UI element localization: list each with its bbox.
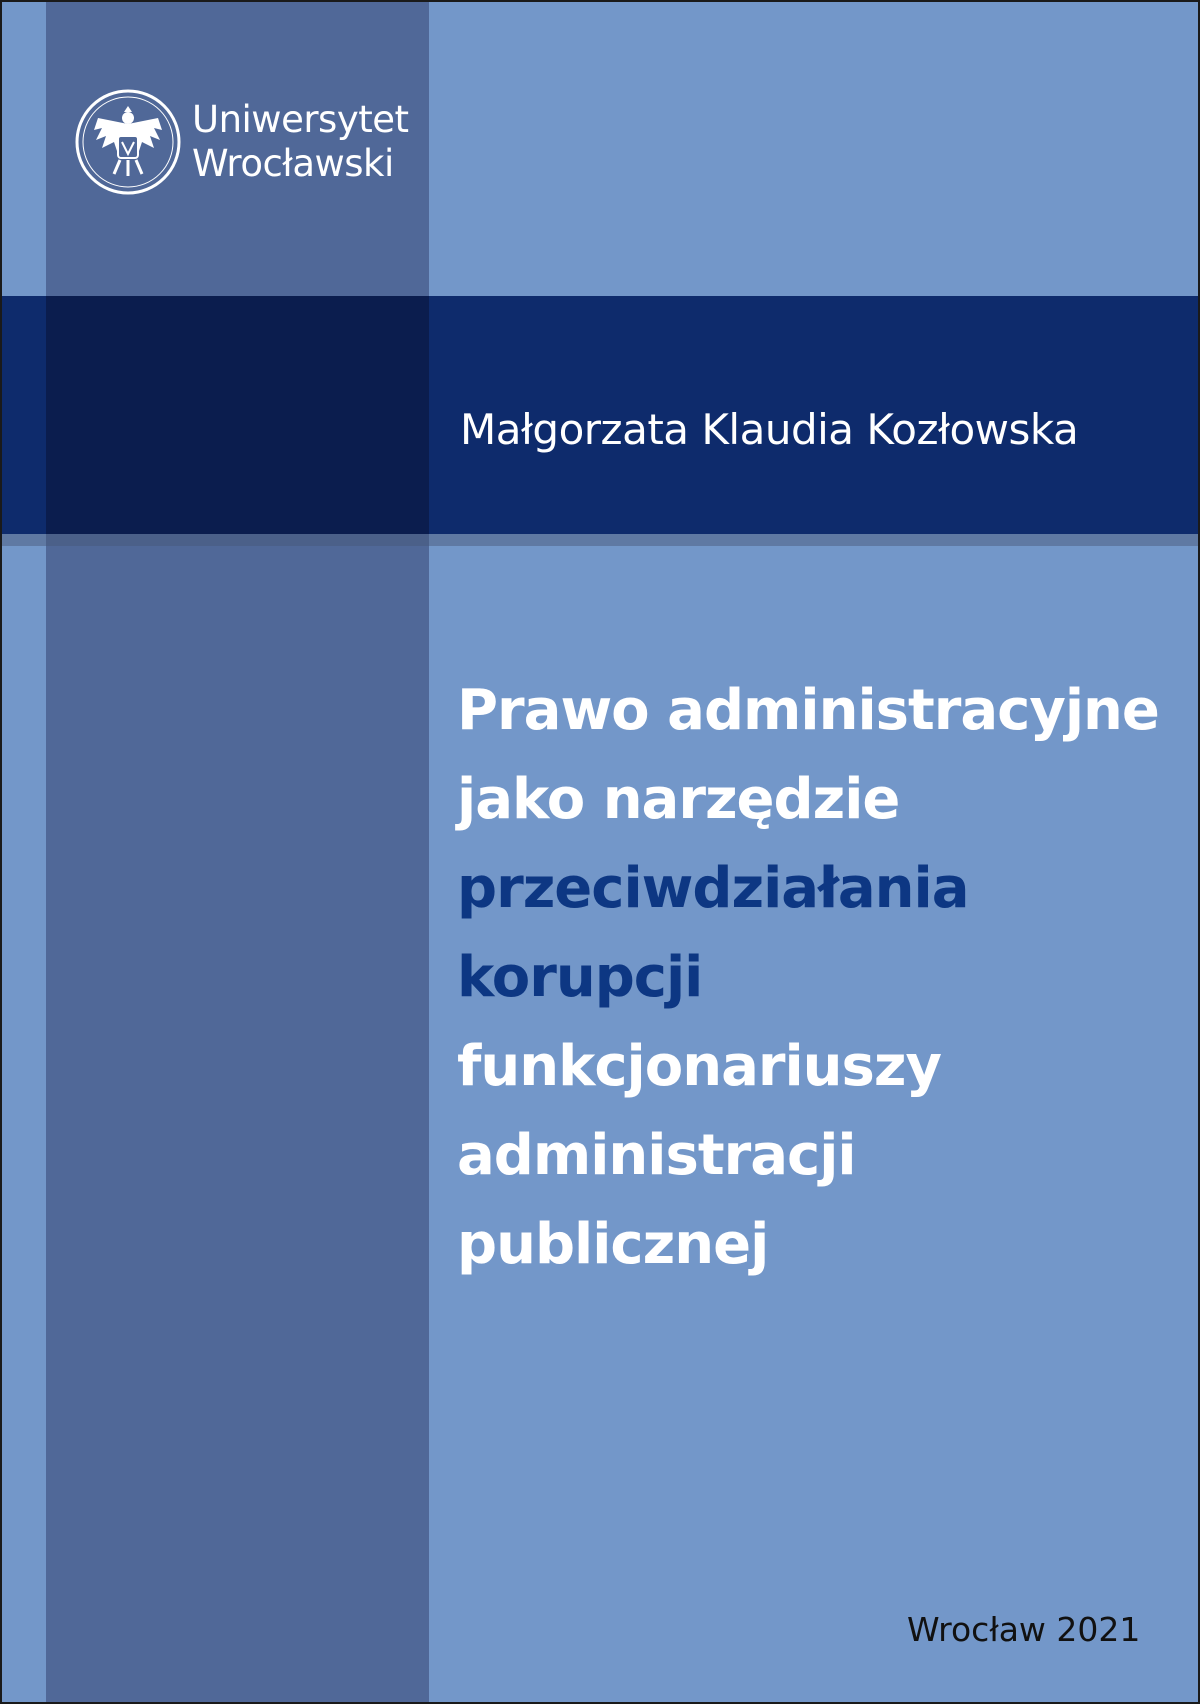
- university-eagle-seal-icon: [74, 88, 182, 196]
- title-line-2: jako narzędzie: [457, 767, 900, 832]
- title-line-1: Prawo administracyjne: [457, 678, 1159, 743]
- university-logo: [74, 88, 409, 196]
- author-band-left-section: [46, 296, 429, 534]
- university-name: [192, 98, 409, 186]
- university-name-line1: Uniwersytet: [192, 98, 409, 141]
- title-line-4: korupcji: [457, 945, 703, 1010]
- author-name: Małgorzata Klaudia Kozłowska: [460, 405, 1079, 454]
- book-title: [457, 666, 1177, 1289]
- left-column-stripe: [46, 2, 429, 1702]
- title-line-3: przeciwdziałania: [457, 856, 969, 921]
- title-line-6: administracji: [457, 1123, 856, 1188]
- title-line-5: funkcjonariuszy: [457, 1034, 941, 1099]
- title-line-7: publicznej: [457, 1212, 769, 1277]
- university-name-line2: Wrocławski: [192, 142, 394, 185]
- place-and-year: Wrocław 2021: [907, 1610, 1141, 1649]
- band-shadow-left: [46, 534, 429, 546]
